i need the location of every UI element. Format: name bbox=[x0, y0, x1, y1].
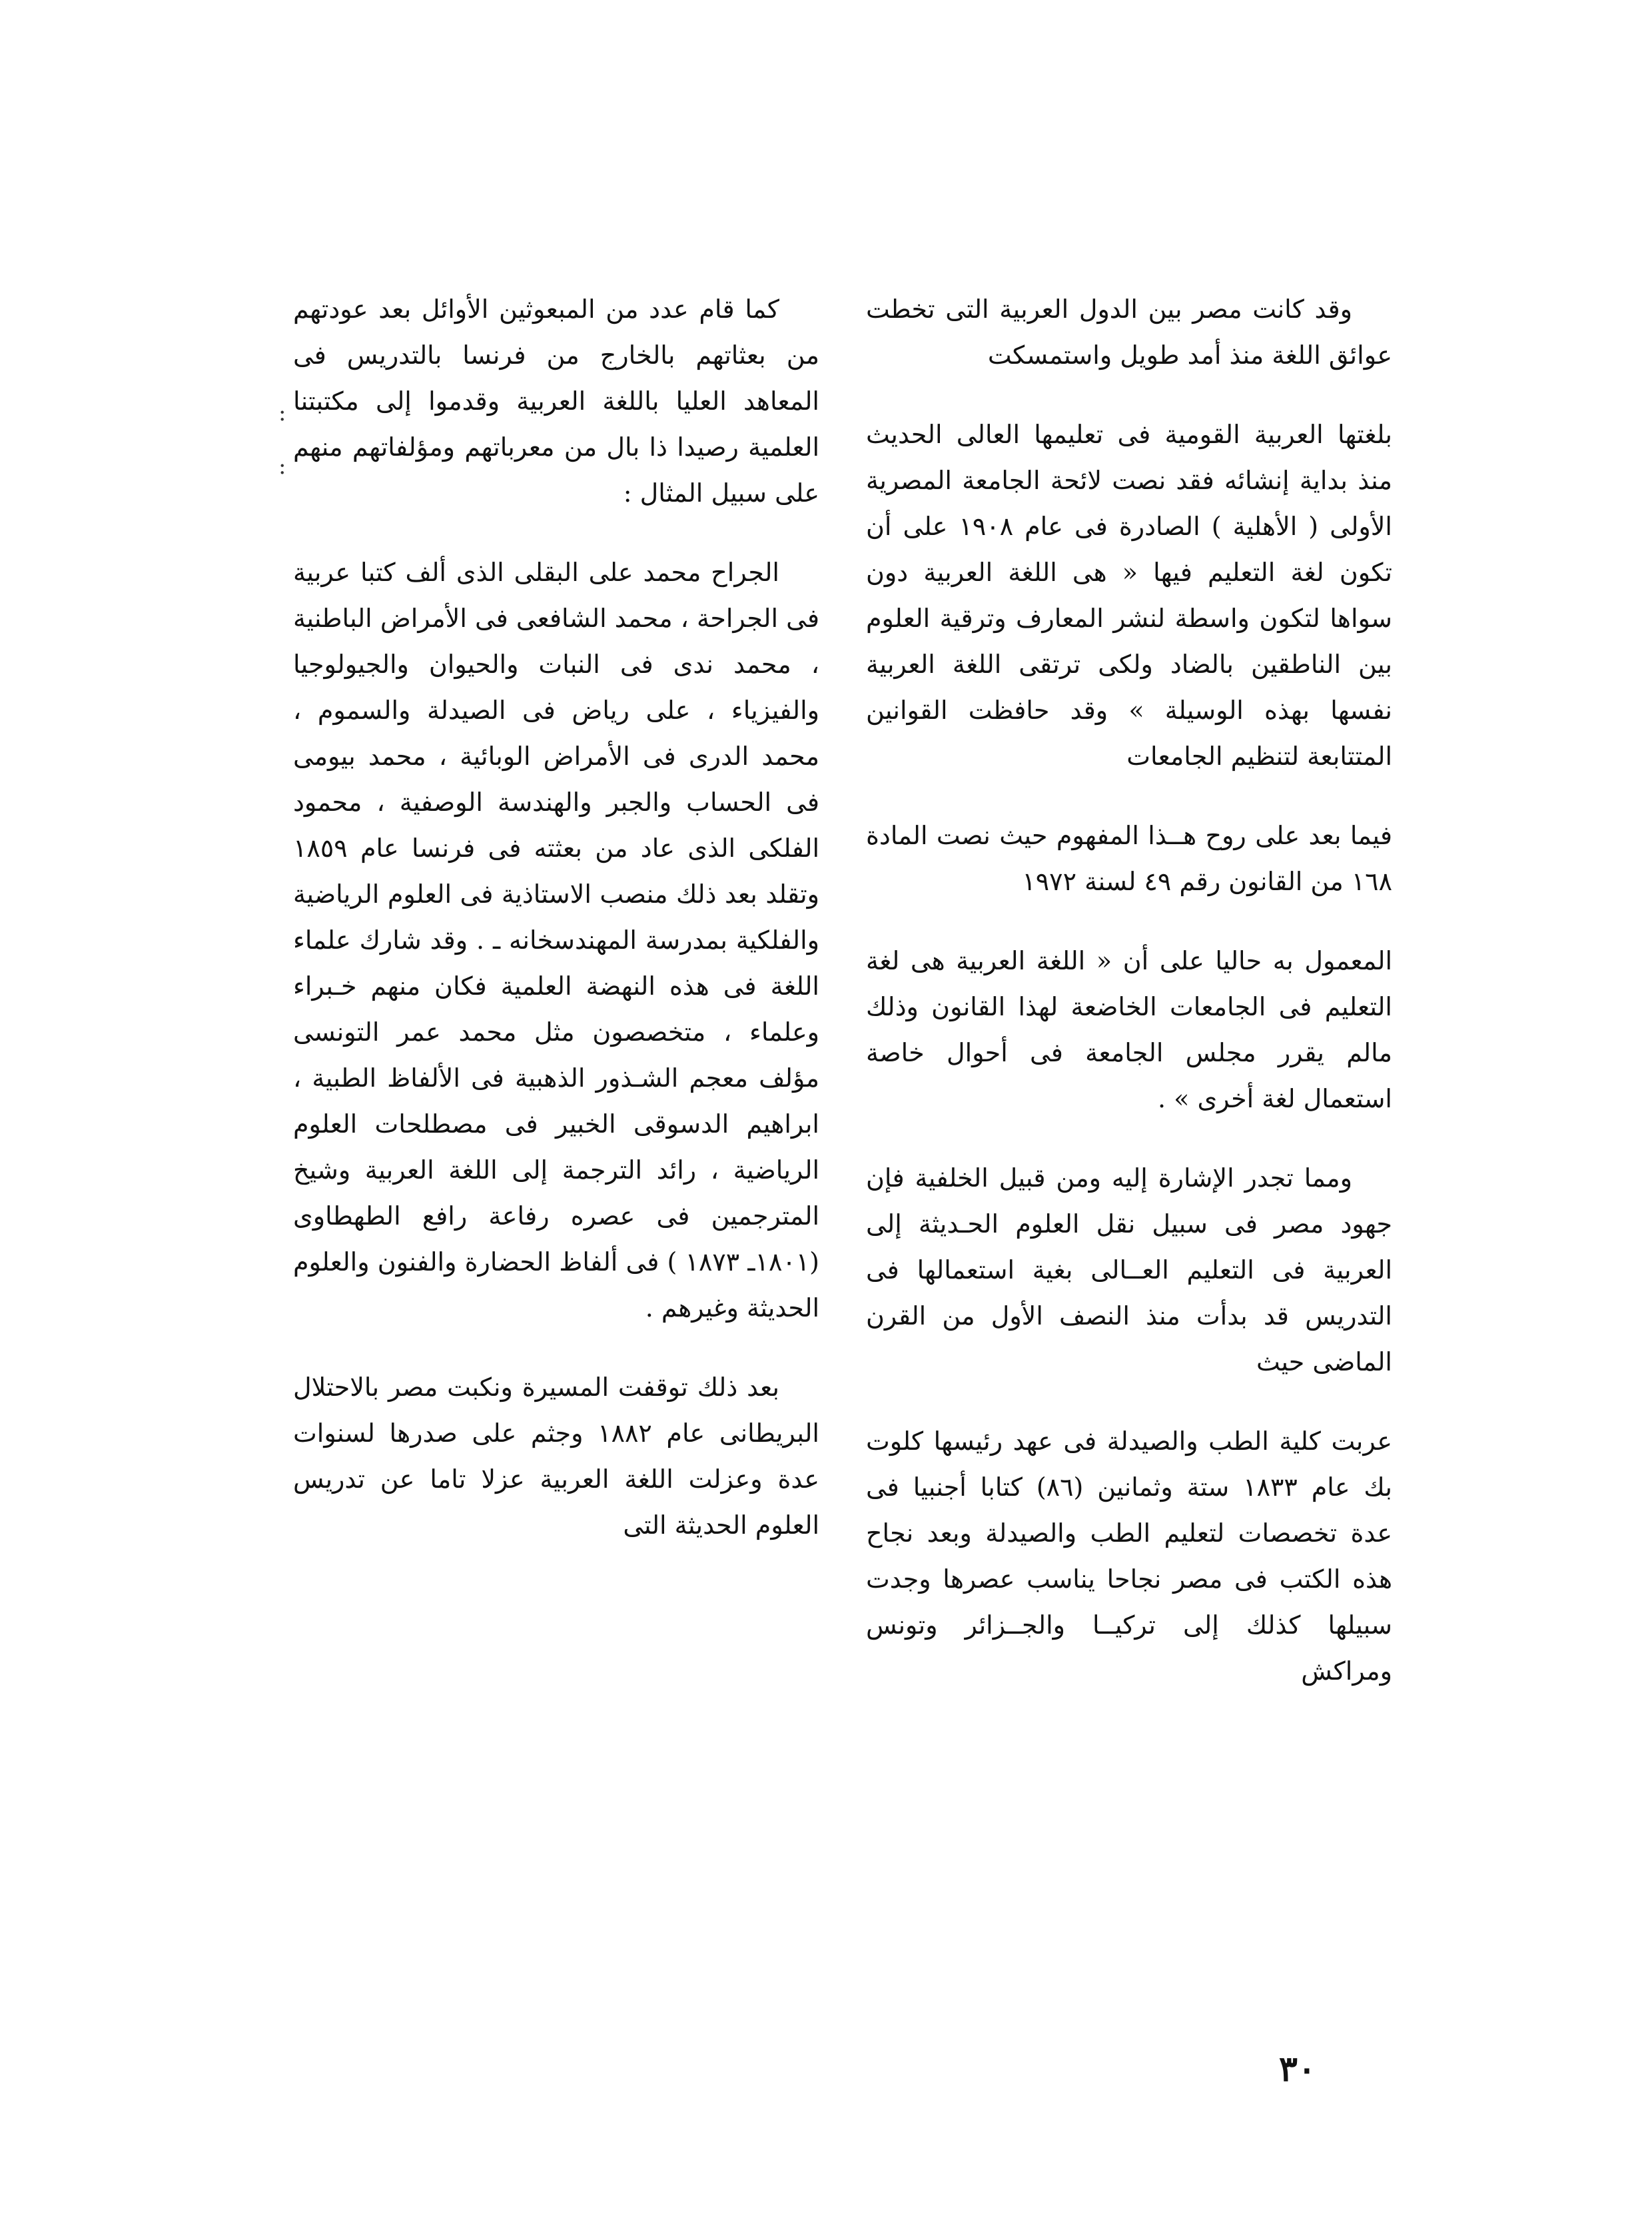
margin-mark: : bbox=[278, 453, 286, 480]
page-number: ٣٠ bbox=[1279, 2049, 1316, 2089]
margin-mark: : bbox=[278, 400, 286, 426]
left-paragraph-3: بعد ذلك توقفت المسيرة ونكبت مصر بالاحتلال البريطانى عام ١٨٨٢ وجثم على صدرها لسنوات عدة وعزلت اللغة العربية عزلا تاما عن تدريس العلوم الحديثة التى bbox=[293, 1373, 819, 1540]
right-paragraph-5: ومما تجدر الإشارة إليه ومن قبيل الخلفية فإن جهود مصر فى سبيل نقل العلوم الحـديثة إلى العربية فى التعليم العــالى بغية استعمالها فى التدريس قد بدأت منذ النصف الأول من القرن الماضى حيث bbox=[866, 1163, 1392, 1377]
right-paragraph-1: وقد كانت مصر بين الدول العربية التى تخطت عوائق اللغة منذ أمد طويل واستمسكت bbox=[866, 294, 1392, 370]
left-paragraph-1: كما قام عدد من المبعوثين الأوائل بعد عودتهم من بعثاتهم بالخارج من فرنسا بالتدريس فى المعاهد العليا باللغة العربية وقدموا إلى مكتبتنا العلمية رصيدا ذا بال من معرباتهم ومؤلفاتهم منهم على سبيل المثال : bbox=[293, 294, 819, 508]
right-paragraph-6: عربت كلية الطب والصيدلة فى عهد رئيسها كلوت بك عام ١٨٣٣ ستة وثمانين (٨٦) كتابا أجنبيا فى عدة تخصصات لتعليم الطب والصيدلة وبعد نجاح هذه الكتب فى مصر نجاحا يناسب عصرها وجدت سبيلها كذلك إلى تركيــا والجــزائر وتونس ومراكش bbox=[866, 1426, 1392, 1686]
left-paragraph-2: الجراح محمد على البقلى الذى ألف كتبا عربية فى الجراحة ، محمد الشافعى فى الأمراض الباطنية ، محمد ندى فى النبات والحيوان والجيولوجيا والفيزياء ، على رياض فى الصيدلة والسموم ، محمد الدرى فى الأمراض الوبائية ، محمد بيومى فى الحساب والجبر والهندسة الوصفية ، محمود الفلكى الذى عاد من بعثته فى فرنسا عام ١٨٥٩ وتقلد بعد ذلك منصب الاستاذية فى العلوم الرياضية والفلكية بمدرسة المهندسخانه ـ . وقد شارك علماء اللغة فى هذه النهضة العلمية فكان منهم خـبراء وعلماء ، متخصصون مثل محمد عمر التونسى مؤلف معجم الشـذور الذهبية فى الألفاظ الطبية ، ابراهيم الدسوقى الخبير فى مصطلحات العلوم الرياضية ، رائد الترجمة إلى اللغة العربية وشيخ المترجمين فى عصره رفاعة رافع الطهطاوى (١٨٠١ـ ١٨٧٣ ) فى ألفاظ الحضارة والفنون والعلوم الحديثة وغيرهم . bbox=[293, 558, 819, 1323]
right-paragraph-4: المعمول به حاليا على أن « اللغة العربية هى لغة التعليم فى الجامعات الخاضعة لهذا القانون وذلك مالم يقرر مجلس الجامعة فى أحوال خاصة استعمال لغة أخرى » . bbox=[866, 946, 1392, 1113]
right-paragraph-3: فيما بعد على روح هــذا المفهوم حيث نصت المادة ١٦٨ من القانون رقم ٤٩ لسنة ١٩٧٢ bbox=[866, 821, 1392, 896]
left-column bbox=[293, 286, 819, 1582]
right-paragraph-2: بلغتها العربية القومية فى تعليمها العالى الحديث منذ بداية إنشائه فقد نصت لائحة الجامعة المصرية الأولى ( الأهلية ) الصادرة فى عام ١٩٠٨ على أن تكون لغة التعليم فيها « هى اللغة العربية دون سواها لتكون واسطة لنشر المعارف وترقية العلوم بين الناطقين بالضاد ولكى ترتقى اللغة العربية نفسها بهذه الوسيلة » وقد حافظت القوانين المتتابعة لتنظيم الجامعات bbox=[866, 420, 1392, 771]
right-column bbox=[866, 286, 1392, 1728]
